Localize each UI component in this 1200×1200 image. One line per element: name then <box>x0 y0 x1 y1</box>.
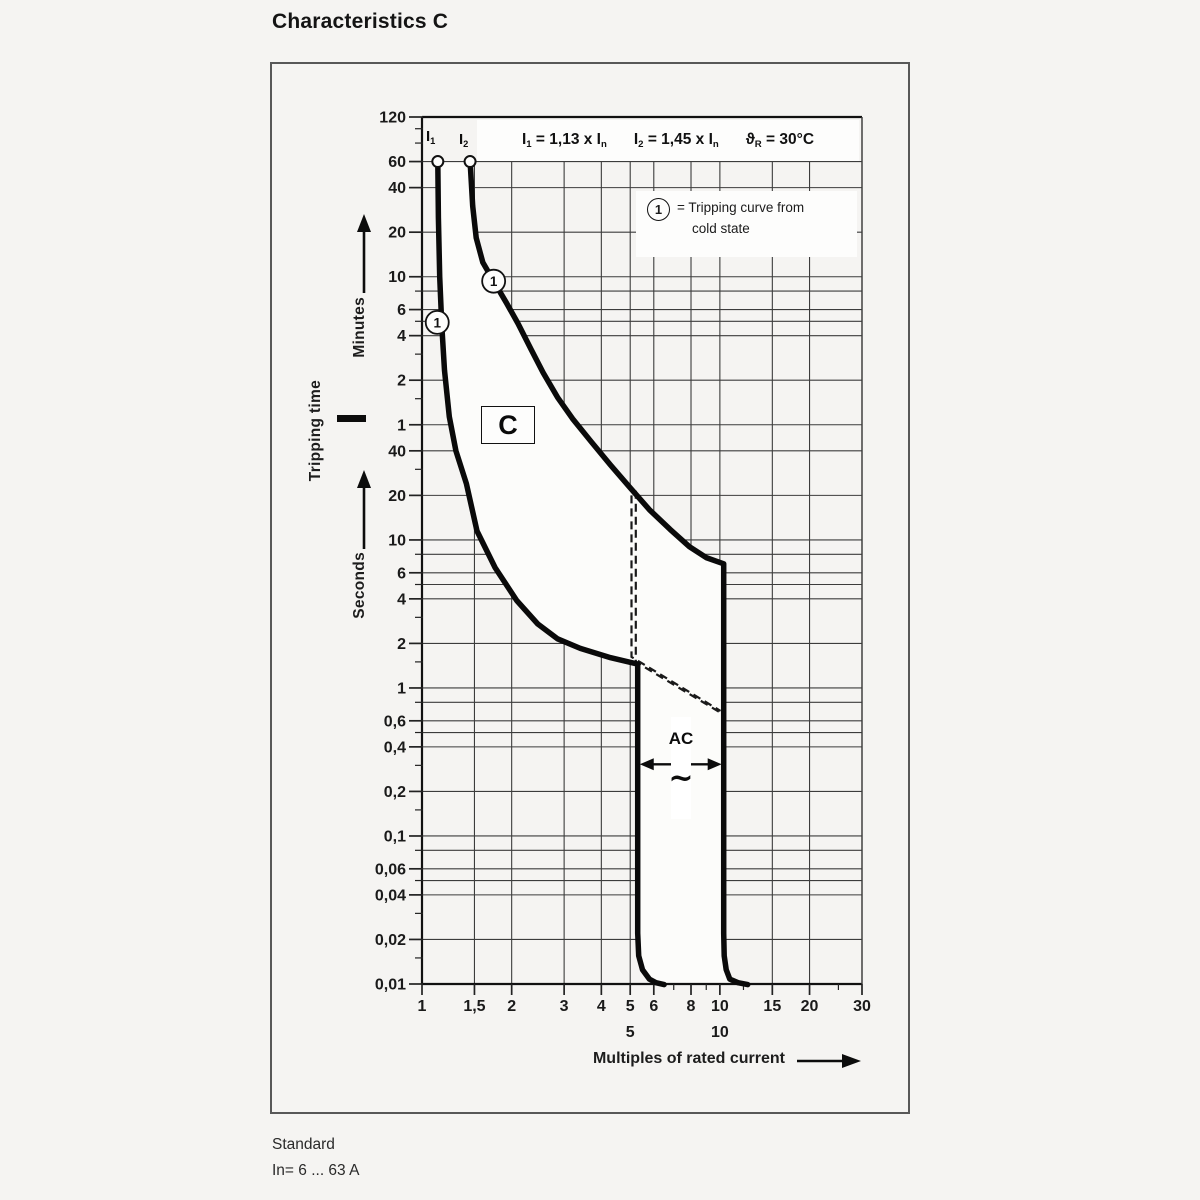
i1-formula: $I_1 = 1,13$ x $I_n$ <box>521 131 607 150</box>
svg-text:0,2: 0,2 <box>383 783 406 801</box>
svg-text:0,6: 0,6 <box>383 713 406 731</box>
minutes-axis-label: Minutes <box>351 297 368 358</box>
footer-standard: Standard <box>272 1136 335 1153</box>
y-tick-labels <box>375 110 406 994</box>
svg-text:5: 5 <box>625 998 635 1015</box>
x-axis-arrow-icon <box>797 1054 861 1068</box>
svg-text:2: 2 <box>397 635 406 653</box>
svg-text:1: 1 <box>397 417 406 435</box>
svg-text:1,5: 1,5 <box>463 998 486 1015</box>
svg-text:3: 3 <box>559 998 569 1015</box>
i2-formula: $I_2 = 1,45$ x $I_n$ <box>633 131 719 150</box>
svg-text:15: 15 <box>763 998 782 1015</box>
seconds-axis-label: Seconds <box>351 552 368 619</box>
svg-text:4: 4 <box>397 591 406 609</box>
ac-label: AC <box>668 729 694 748</box>
svg-text:4: 4 <box>397 328 406 346</box>
seconds-arrow-icon <box>357 470 371 549</box>
svg-text:20: 20 <box>800 998 819 1015</box>
svg-text:10: 10 <box>388 269 406 287</box>
i2-curve-label: $I_2$ <box>459 131 469 149</box>
svg-text:30: 30 <box>853 998 871 1015</box>
svg-text:10: 10 <box>710 998 729 1015</box>
svg-text:1: 1 <box>433 315 441 331</box>
i1-curve-label: $I_1$ <box>426 128 436 146</box>
page-title: Characteristics C <box>272 10 449 33</box>
svg-text:0,4: 0,4 <box>383 739 406 757</box>
svg-text:0,02: 0,02 <box>374 931 406 949</box>
svg-text:10: 10 <box>388 532 406 550</box>
characteristic-c-badge: C <box>481 406 535 444</box>
ac-wave-symbol: ~ <box>668 761 694 796</box>
footer-rated-current-range: In= 6 ... 63 A <box>272 1162 360 1179</box>
svg-text:40: 40 <box>388 180 406 198</box>
svg-text:10: 10 <box>710 1024 729 1041</box>
svg-text:20: 20 <box>388 487 406 505</box>
legend-box <box>636 191 857 257</box>
svg-text:2: 2 <box>507 998 517 1015</box>
svg-text:1: 1 <box>397 680 406 698</box>
legend-line-1: = Tripping curve from <box>677 200 805 215</box>
svg-text:4: 4 <box>596 998 606 1015</box>
svg-text:1: 1 <box>417 998 427 1015</box>
svg-text:0,1: 0,1 <box>383 828 406 846</box>
legend-line-2: cold state <box>692 220 750 236</box>
svg-text:6: 6 <box>649 998 659 1015</box>
svg-text:0,01: 0,01 <box>374 976 406 994</box>
x-tick-labels <box>418 998 871 1041</box>
svg-text:2: 2 <box>397 372 406 390</box>
legend-text <box>677 198 804 240</box>
svg-text:0,06: 0,06 <box>374 861 406 879</box>
svg-text:120: 120 <box>379 109 406 127</box>
x-axis-title: Multiples of rated current <box>592 1050 785 1067</box>
svg-text:60: 60 <box>388 154 406 172</box>
svg-text:5: 5 <box>625 1024 635 1041</box>
annotation-box <box>477 120 859 161</box>
time-unit-divider <box>337 415 366 422</box>
tripping-curve-marker-icon: 1 <box>647 198 670 221</box>
svg-text:40: 40 <box>388 443 406 461</box>
svg-text:6: 6 <box>397 302 406 320</box>
svg-text:0,04: 0,04 <box>374 887 406 905</box>
svg-text:6: 6 <box>397 565 406 583</box>
minutes-arrow-icon <box>357 214 371 293</box>
svg-text:20: 20 <box>388 224 406 242</box>
tripping-time-axis-label: Tripping time <box>307 380 324 482</box>
svg-text:1: 1 <box>489 274 498 290</box>
svg-text:8: 8 <box>686 998 696 1015</box>
reference-temperature-formula: $ϑ_R = 30^\circ C$ <box>745 131 815 150</box>
